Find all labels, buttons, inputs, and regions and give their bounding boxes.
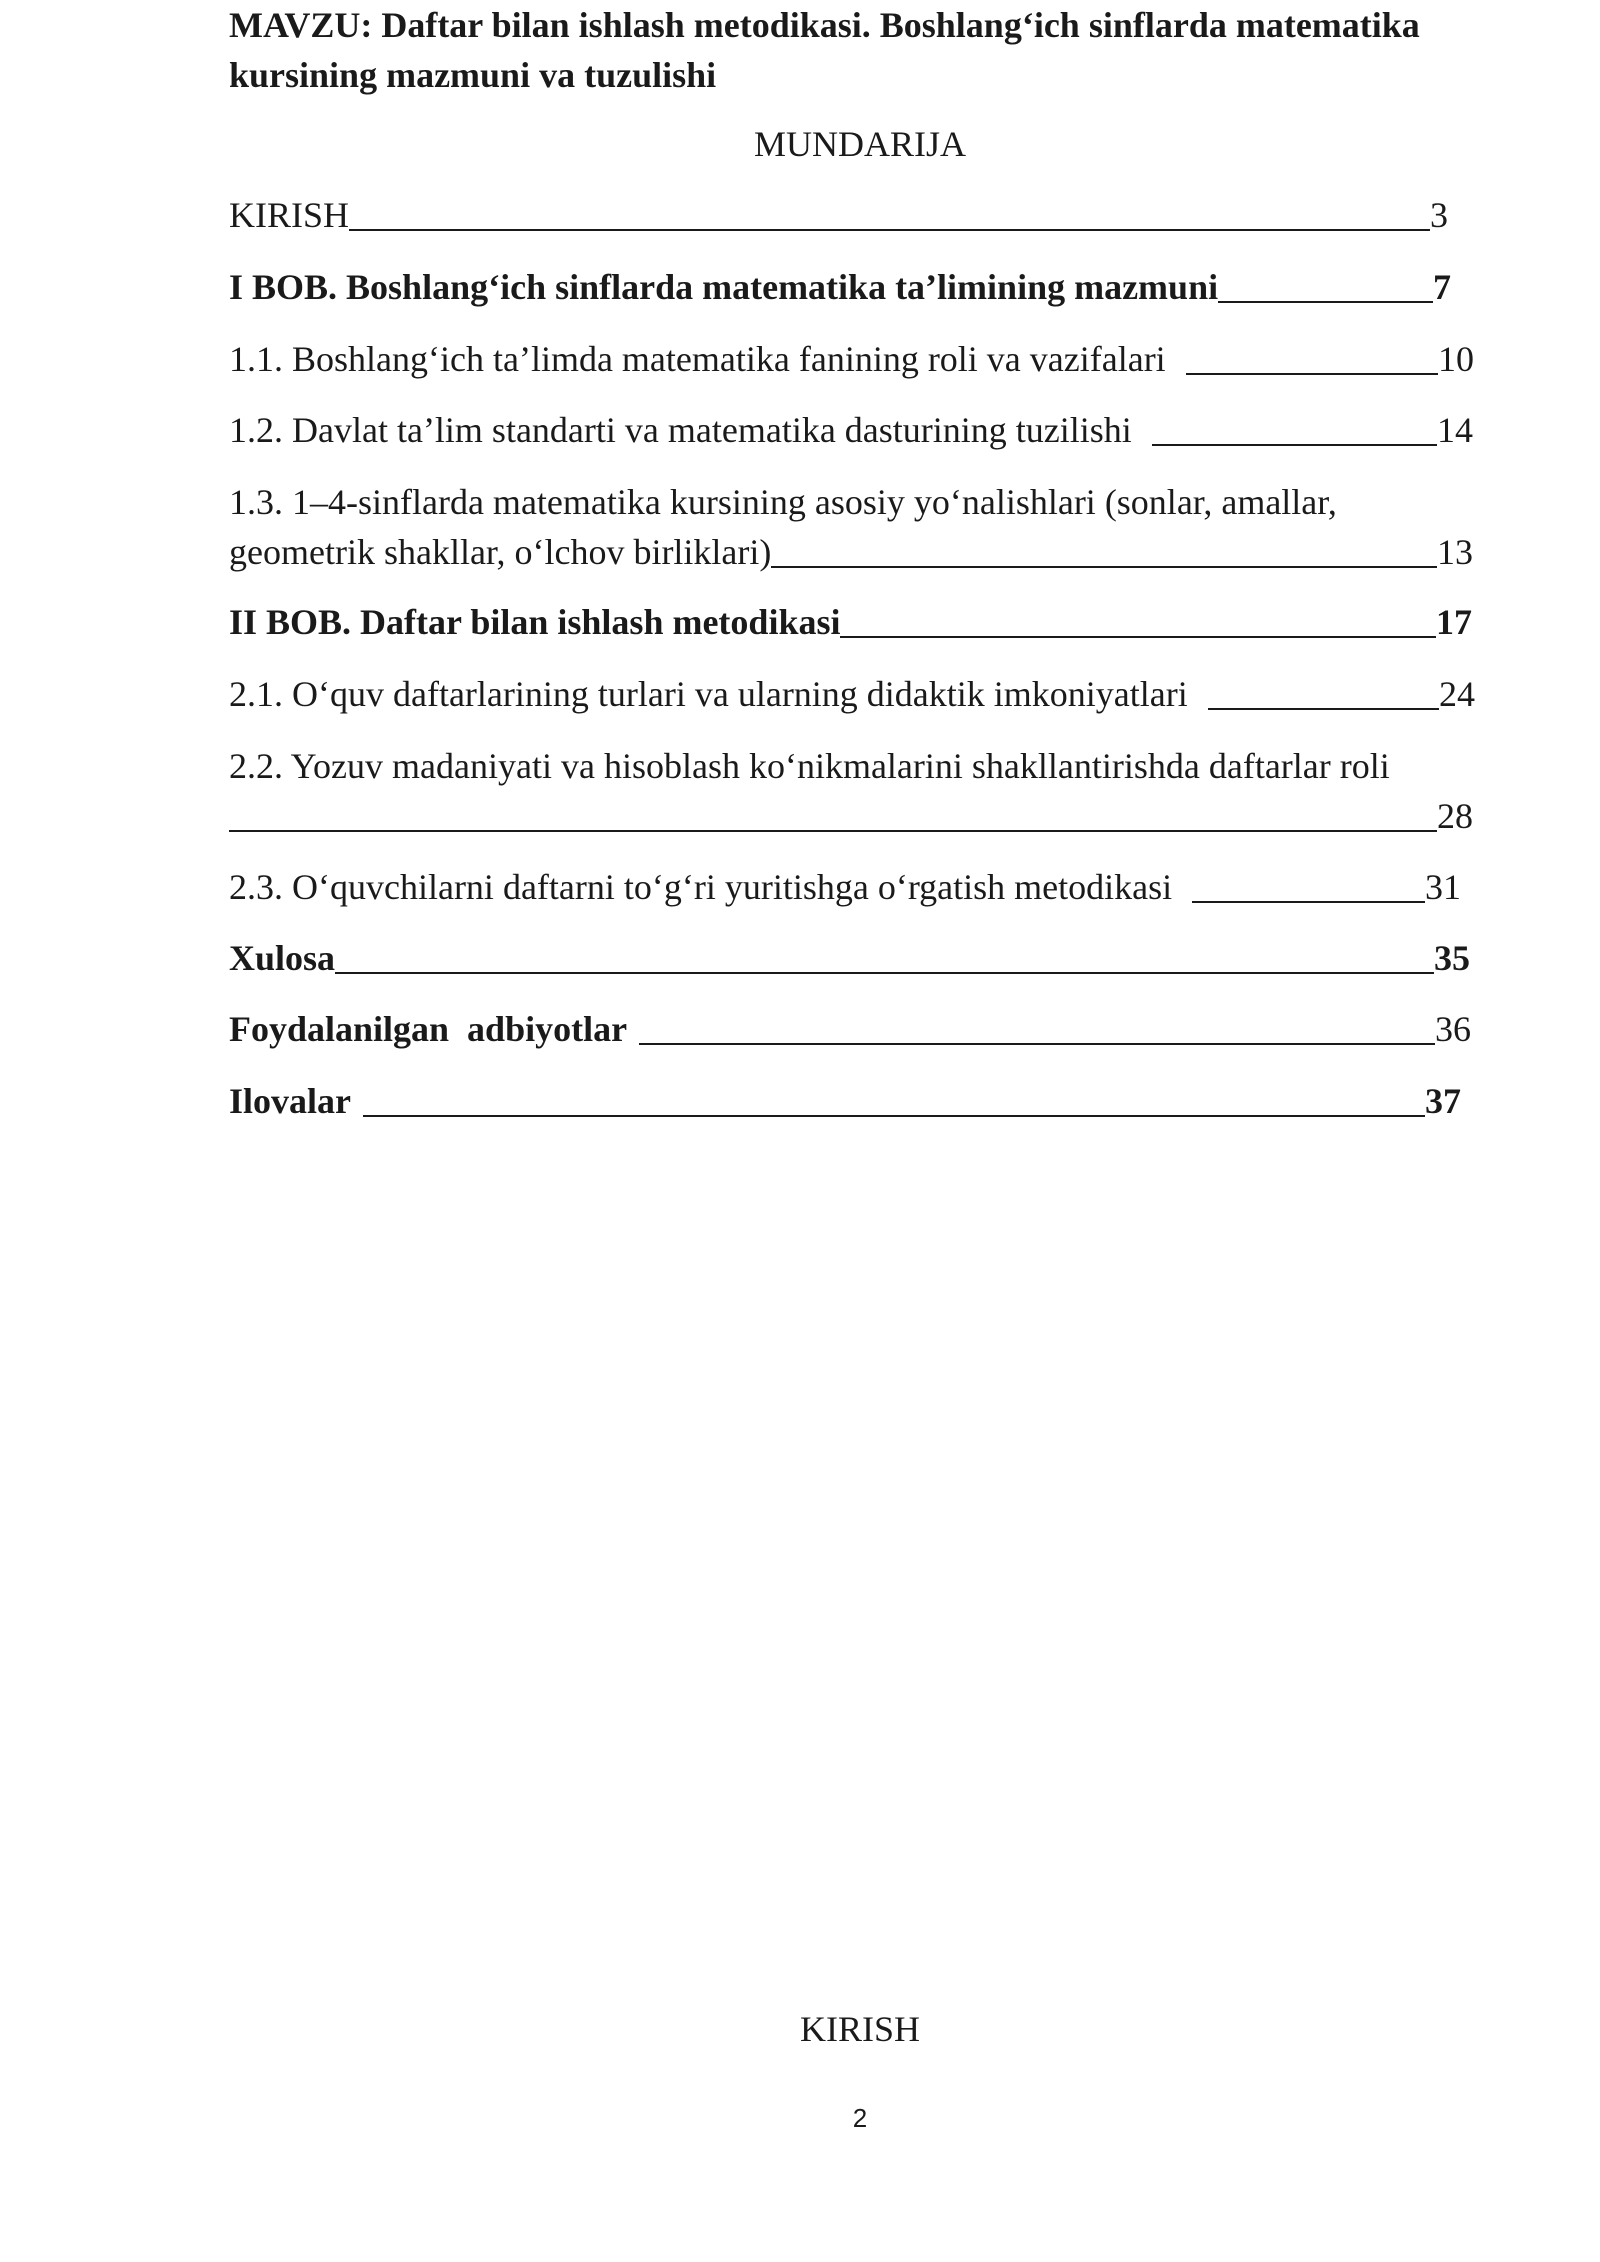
toc-leader-line (1186, 373, 1438, 375)
toc-entry-page: 36 (1435, 1009, 1471, 1049)
toc-entry-2-1[interactable] (229, 669, 1475, 719)
toc-entry-page: 35 (1434, 938, 1470, 978)
toc-entry-page: 28 (1437, 796, 1473, 836)
toc-entry-1-1[interactable] (229, 334, 1474, 384)
toc-entry-page: 3 (1430, 195, 1448, 235)
toc-entry-label: Xulosa (229, 938, 336, 978)
toc-entry-label-line-1: 1.3. 1–4-sinflarda matematika kursining asosiy yo‘nalishlari (sonlar, amallar, (229, 482, 1337, 522)
toc-leader-line (771, 566, 1437, 568)
toc-entry-chapter-1[interactable] (229, 262, 1451, 312)
toc-entry-label: KIRISH (229, 195, 350, 235)
page-number: 2 (852, 2103, 868, 2133)
toc-leader-line (840, 636, 1436, 638)
toc-entry-label: 2.3. O‘quvchilarni daftarni to‘g‘ri yuritishga o‘rgatish metodikasi (229, 867, 1173, 907)
toc-entry-references[interactable] (229, 1004, 1471, 1054)
toc-entry-xulosa[interactable] (229, 933, 1470, 983)
toc-entry-page: 24 (1439, 674, 1475, 714)
toc-entry-label: Foydalanilgan adbiyotlar (229, 1009, 628, 1049)
toc-entry-kirish[interactable] (229, 190, 1448, 240)
toc-entry-1-3[interactable] (229, 477, 1479, 577)
toc-leader-line (229, 830, 1437, 832)
toc-entry-page: 10 (1438, 339, 1474, 379)
toc-entry-2-2[interactable] (229, 741, 1479, 841)
toc-entry-2-3[interactable] (229, 862, 1461, 912)
toc-entry-page: 13 (1437, 532, 1473, 572)
toc-entry-1-2[interactable] (229, 405, 1473, 455)
toc-leader-line (363, 1115, 1425, 1117)
toc-leader-line (1152, 444, 1437, 446)
toc-entry-page: 31 (1425, 867, 1461, 907)
toc-entry-page: 17 (1436, 602, 1472, 642)
toc-entry-label: 1.2. Davlat ta’lim standarti va matematika dasturining tuzilishi (229, 410, 1132, 450)
toc-entry-label-line-1: 2.2. Yozuv madaniyati va hisoblash ko‘nikmalarini shakllantirishda daftarlar roli (229, 746, 1390, 786)
toc-entry-label: 1.1. Boshlang‘ich ta’limda matematika fanining roli va vazifalari (229, 339, 1166, 379)
toc-entry-label: Ilovalar (229, 1081, 351, 1121)
toc-leader-line (639, 1043, 1435, 1045)
toc-entry-label: II BOB. Daftar bilan ishlash metodikasi (229, 602, 841, 642)
toc-entry-page: 14 (1437, 410, 1473, 450)
toc-entry-page: 7 (1433, 267, 1451, 307)
toc-entry-page: 37 (1425, 1081, 1461, 1121)
toc-entry-label: 2.1. O‘quv daftarlarining turlari va ularning didaktik imkoniyatlari (229, 674, 1188, 714)
toc-entry-chapter-2[interactable] (229, 597, 1472, 647)
topic-title: MAVZU: Daftar bilan ishlash metodikasi. Boshlang‘ich sinflarda matematika kursining mazmuni va tuzulishi (229, 5, 1420, 95)
toc-leader-line (335, 972, 1434, 974)
toc-heading: MUNDARIJA (753, 124, 966, 164)
toc-leader-line (1218, 301, 1433, 303)
section-heading-kirish: KIRISH (799, 2009, 920, 2049)
toc-entry-label-line-2: geometrik shakllar, o‘lchov birliklari) (229, 532, 772, 572)
toc-leader-line (349, 229, 1430, 231)
toc-leader-line (1208, 708, 1439, 710)
toc-entry-label: I BOB. Boshlang‘ich sinflarda matematika ta’limining mazmuni (229, 267, 1219, 307)
toc-leader-line (1192, 901, 1425, 903)
toc-entry-appendices[interactable] (229, 1076, 1461, 1126)
